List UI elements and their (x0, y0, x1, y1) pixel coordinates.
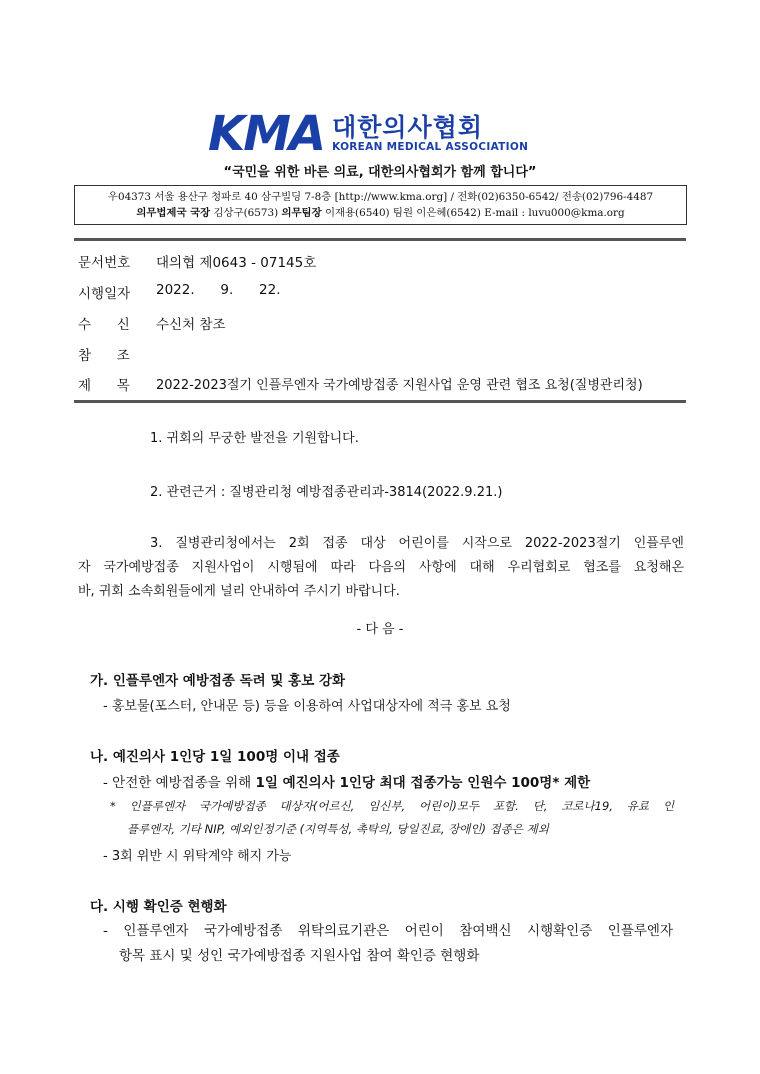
section-b-item-2: - 3회 위반 시 위탁계약 해지 가능 (103, 849, 292, 864)
reference-row (78, 344, 156, 364)
recipient-row (78, 313, 226, 333)
section-b-note-line1: * 인플루엔자 국가예방접종 대상자(어르신, 임신부, 어린이)모두 포함. 단, 코로나19, 유료 인 (110, 799, 674, 813)
meta-label: 수 신 (78, 317, 130, 333)
section-b-item-1-bold: 1일 예진의사 1인당 최대 접종가능 인원수 100명* 제한 (255, 775, 591, 791)
contact-persons (75, 205, 686, 221)
motto: “국민을 위한 바른 의료, 대한의사협회가 함께 합니다” (223, 165, 537, 180)
team-title: 의무팀장 (281, 207, 322, 219)
section-b-item-1-prefix: - 안전한 예방접종을 위해 (103, 775, 256, 791)
section-b-title: 나. 예진의사 1인당 1일 100명 이내 접종 (90, 749, 340, 765)
paragraph-3-line3: 바, 귀회 소속회원들에게 널리 안내하여 주시기 바랍니다. (78, 584, 400, 599)
dept-title: 의무법제국 국장 (136, 207, 211, 219)
section-b-item-1 (103, 771, 590, 791)
section-c-item-1-line1: - 인플루엔자 국가예방접종 위탁의료기관은 어린이 참여백신 시행확인증 인플루엔자 (103, 923, 673, 939)
meta-label: 시행일자 (78, 286, 131, 302)
bottom-rule (74, 400, 686, 403)
paragraph-1: 1. 귀회의 무궁한 발전을 기원합니다. (150, 431, 359, 446)
top-rule (74, 238, 686, 241)
contact-address: 우04373 서울 용산구 청파로 40 삼구빌딩 7-8층 [http://www.kma.org] / 전화(02)6350-6542/ 전송(02)796-4487 (107, 191, 654, 203)
logo-text (332, 114, 528, 154)
section-c-item-1-line2: 항목 표시 및 성인 국가예방접종 지원사업 참여 확인증 현행화 (119, 948, 480, 964)
meta-label: 제 목 (78, 378, 130, 394)
paragraph-3-line2: 자 국가예방접종 지원사업이 시행됨에 따라 다음의 사항에 대해 우리협회로 협조를 요청해온 (78, 560, 684, 575)
meta-label: 참 조 (78, 348, 130, 364)
section-a-title: 가. 인플루엔자 예방접종 독려 및 홍보 강화 (90, 673, 346, 689)
logo-korean: 대한의사협회 (332, 113, 484, 142)
meta-value: 대의협 제0643 - 07145호 (156, 255, 317, 271)
subject-row (78, 374, 643, 394)
meta-value: 2022. 9. 22. (156, 282, 281, 298)
section-a-item-1: - 홍보물(포스터, 안내문 등) 등을 이용하여 사업대상자에 적극 홍보 요청 (103, 699, 511, 714)
contact-box (74, 185, 687, 225)
section-c-title: 다. 시행 확인증 현행화 (90, 899, 227, 915)
meta-value: 2022-2023절기 인플루엔자 국가예방접종 지원사업 운영 관련 협조 요청(질병관리청) (156, 378, 643, 393)
logo-english: KOREAN MEDICAL ASSOCIATION (332, 141, 529, 153)
meta-value: 수신처 참조 (156, 317, 226, 333)
divider-text: - 다 음 - (356, 622, 404, 637)
logo-abbr: KMA (208, 106, 325, 162)
kma-logo (208, 106, 550, 162)
meta-label: 문서번호 (78, 255, 131, 271)
doc-number-row (78, 251, 316, 271)
section-b-note-line2: 플루엔자, 기타 NIP, 예외인정기준 (지역특성, 촉탁의, 당일진료, 장애인) 접종은 제외 (127, 822, 549, 836)
issue-date-row (78, 282, 281, 302)
team-person: 이재용(6540) 팀원 이은혜(6542) E-mail : luvu000@kma.org (321, 207, 625, 219)
paragraph-3-line1: 3. 질병관리청에서는 2회 접종 대상 어린이를 시작으로 2022-2023절기 인플루엔 (150, 536, 684, 551)
paragraph-2: 2. 관련근거 : 질병관리청 예방접종관리과-3814(2022.9.21.) (150, 485, 503, 500)
dept-person: 김상구(6573) (210, 207, 282, 219)
